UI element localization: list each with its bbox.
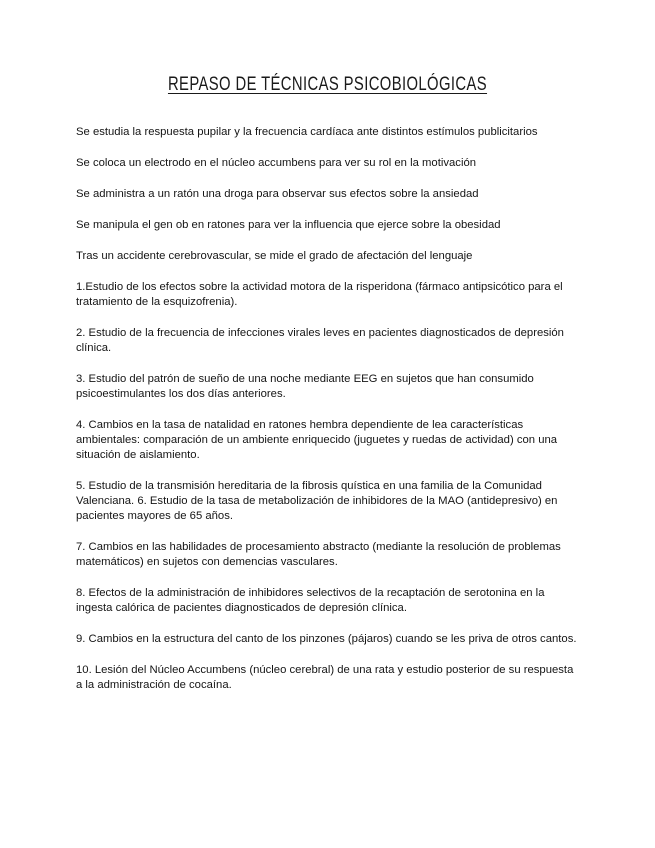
short-item: Se administra a un ratón una droga para observar sus efectos sobre la ansiedad <box>76 188 479 200</box>
numbered-item: 4. Cambios en la tasa de natalidad en ratones hembra dependiente de lea características ambientales: comparación de un ambiente enriquecido (juguetes y ruedas de actividad) con una situación de aislamiento. <box>76 419 558 461</box>
numbered-item: 10. Lesión del Núcleo Accumbens (núcleo cerebral) de una rata y estudio posterior de su respuesta a la administración de cocaína. <box>76 664 574 691</box>
numbered-item: 2. Estudio de la frecuencia de infecciones virales leves en pacientes diagnosticados de depresión clínica. <box>76 327 564 354</box>
short-item: Se manipula el gen ob en ratones para ver la influencia que ejerce sobre la obesidad <box>76 219 501 231</box>
short-item: Se coloca un electrodo en el núcleo accumbens para ver su rol en la motivación <box>76 157 477 169</box>
numbered-item: 7. Cambios en las habilidades de procesamiento abstracto (mediante la resolución de problemas matemáticos) en sujetos con demencias vasculares. <box>76 541 561 568</box>
short-item: Tras un accidente cerebrovascular, se mide el grado de afectación del lenguaje <box>76 250 473 262</box>
numbered-item: 3. Estudio del patrón de sueño de una noche mediante EEG en sujetos que han consumido psicoestimulantes los dos días anteriores. <box>76 373 534 400</box>
document-body <box>76 125 581 709</box>
numbered-item: 8. Efectos de la administración de inhibidores selectivos de la recaptación de serotonina en la ingesta calórica de pacientes diagnosticados de depresión clínica. <box>76 587 545 614</box>
document-title: REPASO DE TÉCNICAS PSICOBIOLÓGICAS <box>167 74 488 95</box>
numbered-item: 1.Estudio de los efectos sobre la actividad motora de la risperidona (fármaco antipsicótico para el tratamiento de la esquizofrenia). <box>76 281 563 308</box>
short-item: Se estudia la respuesta pupilar y la frecuencia cardíaca ante distintos estímulos publicitarios <box>76 126 538 138</box>
numbered-item: 5. Estudio de la transmisión hereditaria de la fibrosis quística en una familia de la Comunidad Valenciana. 6. Estudio de la tasa de metabolización de inhibidores de la MAO (antidepresivo) en pacientes mayores de 65 años. <box>76 480 558 522</box>
numbered-item: 9. Cambios en la estructura del canto de los pinzones (pájaros) cuando se les priva de otros cantos. <box>76 633 577 645</box>
